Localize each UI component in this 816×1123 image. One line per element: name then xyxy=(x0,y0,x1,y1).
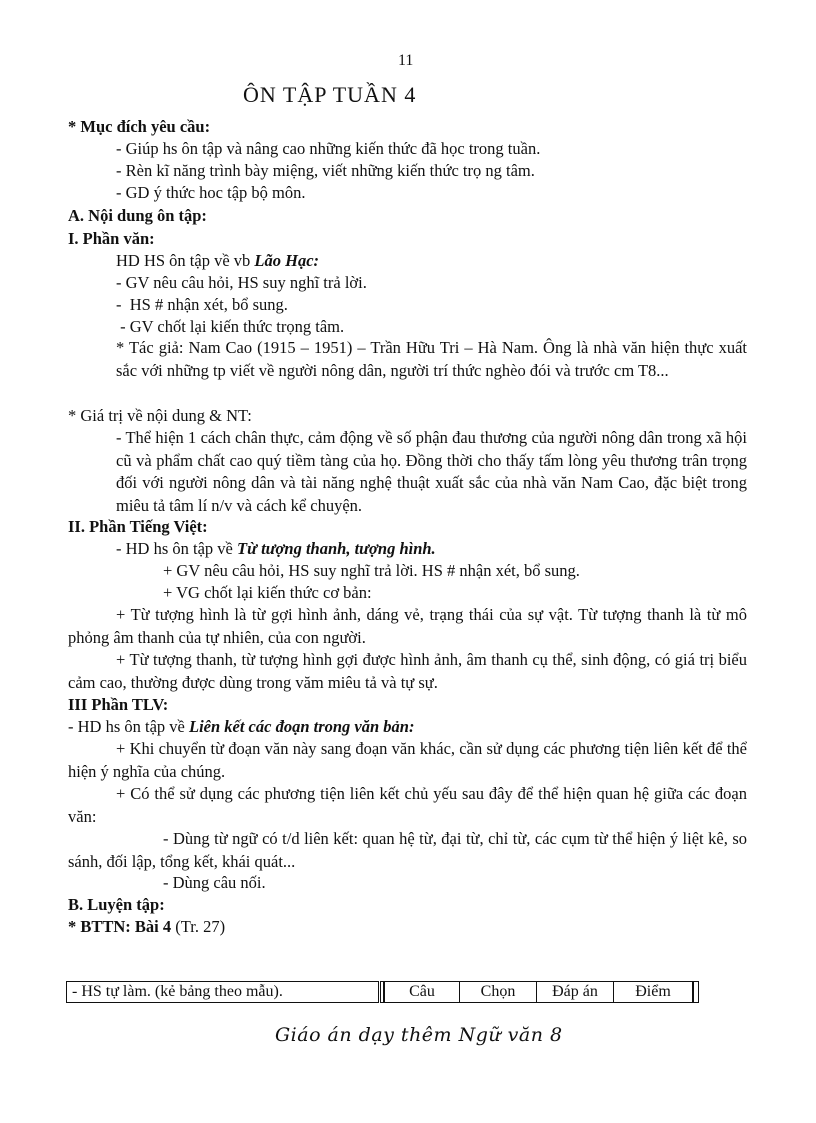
table-header-chon: Chọn xyxy=(459,981,537,1003)
tuong-hinh-paragraph: + Từ tượng hình là từ gợi hình ảnh, dáng vẻ, trạng thái của sự vật. Từ tượng thanh là từ mô phỏng âm thanh của tự nhiên, của con người. xyxy=(68,605,747,647)
tlv-item: - Dùng câu nối. xyxy=(163,873,266,892)
tlv-intro-title: Liên kết các đoạn trong văn bản: xyxy=(188,717,415,736)
gia-tri-heading: * Giá trị về nội dung & NT: xyxy=(68,406,252,425)
bttn-label: * BTTN: Bài 4 xyxy=(68,917,172,936)
table-header-cau: Câu xyxy=(384,981,460,1003)
table-end-border xyxy=(693,981,699,1003)
table-header-dap-an: Đáp án xyxy=(536,981,614,1003)
phan-van-intro-title: Lão Hạc: xyxy=(254,251,320,270)
page-title: ÔN TẬP TUẦN 4 xyxy=(243,82,417,107)
tieng-viet-intro-title: Từ tượng thanh, tượng hình. xyxy=(236,539,436,558)
phan-van-intro-prefix: HD HS ôn tập về vb xyxy=(116,251,255,270)
tlv-heading: III Phần TLV: xyxy=(68,695,169,714)
section-b-heading: B. Luyện tập: xyxy=(68,895,165,914)
tieng-viet-intro xyxy=(116,538,436,560)
bttn-line xyxy=(68,916,225,938)
tieng-viet-heading: II. Phần Tiếng Việt: xyxy=(68,517,208,536)
tlv-paragraph: - Dùng từ ngữ có t/d liên kết: quan hệ từ, đại từ, chỉ từ, các cụm từ thể hiện ý liệt kê, so sánh, đối lập, tổng kết, khái quát... xyxy=(68,829,747,871)
tlv-intro xyxy=(68,716,414,738)
tieng-viet-step: + VG chốt lại kiến thức cơ bản: xyxy=(163,583,372,602)
tieng-viet-intro-prefix: - HD hs ôn tập về xyxy=(116,539,237,558)
tlv-paragraph: + Khi chuyển từ đoạn văn này sang đoạn văn khác, cần sử dụng các phương tiện liên kết để thể hiện ý nghĩa của chúng. xyxy=(68,739,747,781)
table-first-cell: - HS tự làm. (kẻ bảng theo mẫu). xyxy=(66,981,379,1003)
phan-van-intro xyxy=(116,250,319,272)
muc-dich-item: - Giúp hs ôn tập và nâng cao những kiến thức đã học trong tuần. xyxy=(116,139,541,158)
bttn-ref: (Tr. 27) xyxy=(171,917,226,936)
muc-dich-item: - GD ý thức hoc tập bộ môn. xyxy=(116,183,306,202)
tac-gia-paragraph: * Tác giả: Nam Cao (1915 – 1951) – Trần Hữu Tri – Hà Nam. Ông là nhà văn hiện thực xuất sắc với những tp viết về người nông dân, người trí thức nghèo đói và trước cm T8... xyxy=(116,338,747,380)
answer-table xyxy=(66,981,699,1003)
tlv-paragraph: + Có thể sử dụng các phương tiện liên kết chủ yếu sau đây để thể hiện quan hệ giữa các đoạn văn: xyxy=(68,784,747,826)
phan-van-step: - GV nêu câu hỏi, HS suy nghĩ trả lời. xyxy=(116,273,367,292)
table-header-diem: Điểm xyxy=(613,981,693,1003)
phan-van-step: - GV chốt lại kiến thức trọng tâm. xyxy=(116,317,345,336)
tuong-thanh-paragraph: + Từ tượng thanh, từ tượng hình gợi được hình ảnh, âm thanh cụ thể, sinh động, có giá trị biểu cảm cao, thường được dùng trong văm miêu tả và tự sự. xyxy=(68,650,747,692)
muc-dich-heading: * Mục đích yêu cầu: xyxy=(68,117,211,136)
tlv-intro-prefix: - HD hs ôn tập về xyxy=(68,717,189,736)
phan-van-step: - HS # nhận xét, bổ sung. xyxy=(116,295,288,314)
section-a-heading: A. Nội dung ôn tập: xyxy=(68,206,207,225)
muc-dich-item: - Rèn kĩ năng trình bày miệng, viết những kiến thức trọ ng tâm. xyxy=(116,161,535,180)
footer: Giáo án dạy thêm Ngữ văn 8 xyxy=(275,1024,563,1046)
phan-van-heading: I. Phần văn: xyxy=(68,229,155,248)
page-number: 11 xyxy=(398,52,414,69)
tieng-viet-step: + GV nêu câu hỏi, HS suy nghĩ trả lời. HS # nhận xét, bổ sung. xyxy=(163,561,580,580)
gia-tri-paragraph: - Thể hiện 1 cách chân thực, cảm động về số phận đau thương của người nông dân trong xã hội cũ và phẩm chất cao quý tiềm tàng của họ. Đồng thời cho thấy tấm lòng yêu thương trân trọng đối với người nông dân và tài năng nghệ thuật xuất sắc của nhà văn Nam Cao, đặc biệt trong miêu tả tâm lí n/v và cách kể chuyện. xyxy=(116,428,747,515)
